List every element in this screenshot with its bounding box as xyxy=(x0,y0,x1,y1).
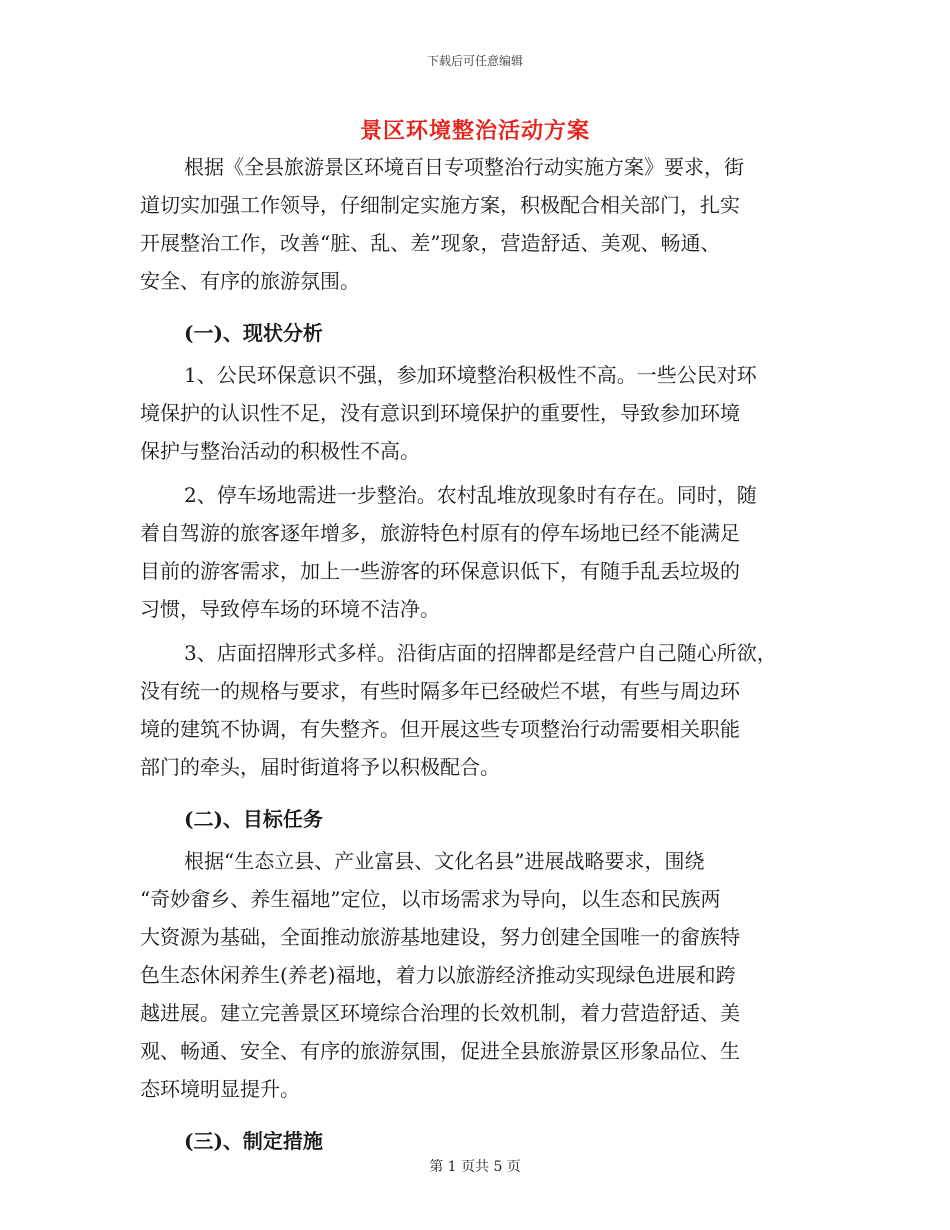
text-line: 境的建筑不协调，有失整齐。但开展这些专项整治行动需要相关职能 xyxy=(140,717,740,741)
text-line: 安全、有序的旅游氛围。 xyxy=(140,269,360,293)
text-line: 没有统一的规格与要求，有些时隔多年已经破烂不堪，有些与周边环 xyxy=(140,679,740,703)
section1-paragraph-2 xyxy=(140,476,820,628)
text-line: 目前的游客需求，加上一些游客的环保意识低下，有随手乱丢垃圾的 xyxy=(140,559,740,583)
text-line: “奇妙畲乡、养生福地”定位，以市场需求为导向，以生态和民族两 xyxy=(140,887,721,911)
document-title: 景区环境整治活动方案 xyxy=(359,118,590,144)
text-line: 2、停车场地需进一步整治。农村乱堆放现象时有存在。同时，随 xyxy=(184,483,757,507)
text-line: 保护与整治活动的积极性不高。 xyxy=(140,439,420,463)
section1-paragraph-1 xyxy=(140,356,820,470)
section-heading-1: (一)、现状分析 xyxy=(184,321,323,345)
text-line: 部门的牵头，届时街道将予以积极配合。 xyxy=(140,755,500,779)
text-line: 根据《全县旅游景区环境百日专项整治行动实施方案》要求，街 xyxy=(184,155,744,179)
text-line: 根据“生态立县、产业富县、文化名县”进展战略要求，围绕 xyxy=(184,849,705,873)
section-heading-3: (三)、制定措施 xyxy=(184,1129,323,1153)
text-line: 态环境明显提升。 xyxy=(140,1077,300,1101)
text-line: 道切实加强工作领导，仔细制定实施方案，积极配合相关部门，扎实 xyxy=(140,193,740,217)
text-line: 越进展。建立完善景区环境综合治理的长效机制，着力营造舒适、美 xyxy=(140,1001,740,1025)
intro-paragraph xyxy=(140,148,820,300)
text-line: 观、畅通、安全、有序的旅游氛围，促进全县旅游景区形象品位、生 xyxy=(140,1039,740,1063)
text-line: 色生态休闲养生(养老)福地，着力以旅游经济推动实现绿色进展和跨 xyxy=(140,963,736,987)
text-line: 习惯，导致停车场的环境不洁净。 xyxy=(140,597,440,621)
section-heading-2: (二)、目标任务 xyxy=(184,807,323,831)
text-line: 着自驾游的旅客逐年增多，旅游特色村原有的停车场地已经不能满足 xyxy=(140,521,740,545)
text-line: 3、店面招牌形式多样。沿街店面的招牌都是经营户自己随心所欲， xyxy=(184,641,777,665)
section1-paragraph-3 xyxy=(140,634,820,786)
page-header: 下载后可任意编辑 xyxy=(426,54,523,68)
section2-paragraph-1 xyxy=(140,842,820,1108)
text-line: 1、公民环保意识不强，参加环境整治积极性不高。一些公民对环 xyxy=(184,363,757,387)
text-line: 大资源为基础，全面推动旅游基地建设，努力创建全国唯一的畲族特 xyxy=(140,925,740,949)
page-footer: 第 1 页共 5 页 xyxy=(429,1159,521,1175)
document-body xyxy=(140,148,820,1164)
text-line: 开展整治工作，改善“脏、乱、差”现象，营造舒适、美观、畅通、 xyxy=(140,231,721,255)
text-line: 境保护的认识性不足，没有意识到环境保护的重要性，导致参加环境 xyxy=(140,401,740,425)
